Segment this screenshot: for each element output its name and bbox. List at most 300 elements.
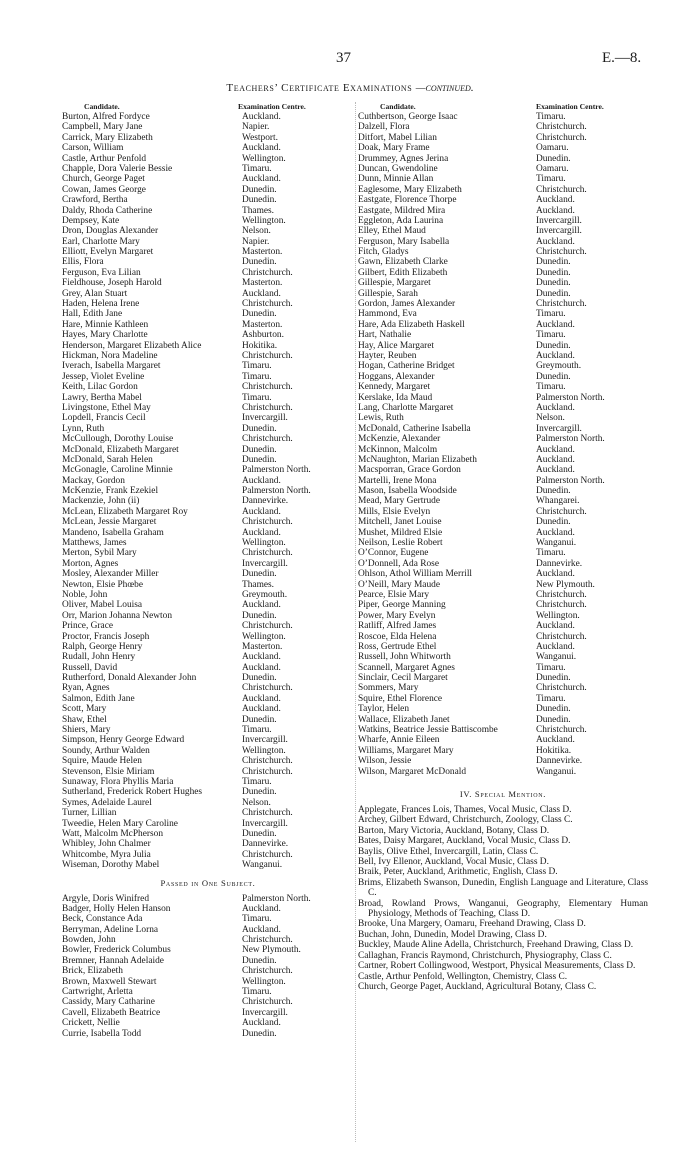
examination-centre: Timaru. <box>242 392 272 403</box>
candidate-list-left <box>62 112 354 871</box>
candidate-name: Eastgate, Florence Thorpe <box>358 195 457 206</box>
examination-centre: Dunedin. <box>242 257 277 268</box>
candidate-row <box>358 309 648 319</box>
candidate-name: Merton, Sybil Mary <box>62 548 137 559</box>
examination-centre: Dunedin. <box>536 257 571 268</box>
candidate-name: Mosley, Alexander Miller <box>62 569 159 580</box>
candidate-name: Newton, Elsie Phœbe <box>62 579 143 590</box>
column-divider <box>355 102 356 1142</box>
candidate-row <box>62 860 354 870</box>
candidate-row <box>62 112 354 122</box>
candidate-row <box>62 935 354 945</box>
candidate-row <box>358 164 648 174</box>
candidate-row <box>62 174 354 184</box>
special-mention-entry: Buchan, John, Dunedin, Model Drawing, Class D. <box>358 929 547 940</box>
title-main: Teachers’ Certificate Examinations <box>226 82 413 94</box>
candidate-row <box>358 528 648 538</box>
candidate-row <box>358 195 648 205</box>
candidate-row <box>62 725 354 735</box>
candidate-row <box>62 767 354 777</box>
candidate-row <box>358 289 648 299</box>
candidate-name: Drummey, Agnes Jerina <box>358 153 449 164</box>
candidate-name: McNaughton, Marian Elizabeth <box>358 454 477 465</box>
candidate-row <box>62 216 354 226</box>
candidate-row <box>358 767 648 777</box>
candidate-row <box>62 819 354 829</box>
examination-centre: Auckland. <box>242 600 281 611</box>
candidate-row <box>62 600 354 610</box>
page-title <box>0 82 700 94</box>
candidate-name: Lawry, Bertha Mabel <box>62 392 142 403</box>
examination-centre: Christchurch. <box>536 631 587 642</box>
examination-centre: Auckland. <box>242 527 281 538</box>
candidate-name: Eggleton, Ada Laurina <box>358 215 444 226</box>
candidate-row <box>62 987 354 997</box>
candidate-name: Stevenson, Elsie Miriam <box>62 766 155 777</box>
candidate-name: Mandeno, Isabella Graham <box>62 527 164 538</box>
candidate-row <box>62 966 354 976</box>
examination-centre: Dunedin. <box>242 1028 277 1039</box>
examination-centre: Timaru. <box>536 112 566 122</box>
candidate-row <box>62 746 354 756</box>
special-mention-entry: Bell, Ivy Ellenor, Auckland, Vocal Music, Class D. <box>358 857 549 868</box>
candidate-row <box>62 850 354 860</box>
candidate-name: Turner, Lillian <box>62 808 117 819</box>
examination-centre: Timaru. <box>242 987 272 998</box>
examination-centre: Timaru. <box>536 693 566 704</box>
examination-centre: Auckland. <box>536 319 575 330</box>
candidate-name: Carson, William <box>62 143 124 154</box>
examination-centre: Invercargill. <box>536 215 582 226</box>
candidate-row <box>358 341 648 351</box>
examination-centre: Auckland. <box>536 444 575 455</box>
examination-centre: Dunedin. <box>536 153 571 164</box>
candidate-row <box>62 538 354 548</box>
candidate-row <box>358 216 648 226</box>
candidate-name: Castle, Arthur Penfold <box>62 153 147 164</box>
examination-centre: Christchurch. <box>242 350 293 361</box>
candidate-name: Chapple, Dora Valerie Bessie <box>62 163 173 174</box>
passed-heading: Passed in One Subject. <box>160 877 256 888</box>
candidate-name: Martelli, Irene Mona <box>358 475 437 486</box>
candidate-row <box>358 206 648 216</box>
examination-centre: Thames. <box>242 205 275 216</box>
candidate-name: Eastgate, Mildred Mira <box>358 205 446 216</box>
examination-centre: Invercargill. <box>536 423 582 434</box>
examination-centre: Christchurch. <box>242 849 293 860</box>
candidate-row <box>62 894 354 904</box>
examination-centre: Auckland. <box>536 569 575 580</box>
candidate-row <box>62 590 354 600</box>
examination-centre: Palmerston North. <box>242 465 311 476</box>
candidate-row <box>62 611 354 621</box>
candidate-row <box>62 164 354 174</box>
examination-centre: Christchurch. <box>242 766 293 777</box>
examination-centre: Wanganui. <box>242 860 283 871</box>
candidate-name: Symes, Adelaide Laurel <box>62 797 152 808</box>
candidate-header: Candidate. <box>84 102 120 111</box>
candidate-name: McLean, Elizabeth Margaret Roy <box>62 506 188 517</box>
examination-centre: Christchurch. <box>536 683 587 694</box>
examination-centre: Dannevirke. <box>242 496 289 507</box>
candidate-name: Watt, Malcolm McPherson <box>62 828 164 839</box>
candidate-name: Iverach, Isabella Margaret <box>62 361 161 372</box>
candidate-row <box>358 257 648 267</box>
candidate-row <box>358 611 648 621</box>
special-mention-entry: Broad, Rowland Prows, Wanganui, Geography, Elementary Human Physiology, Methods of Teaching, Class D. <box>358 898 648 920</box>
candidate-name: Shiers, Mary <box>62 725 111 736</box>
candidate-row <box>358 320 648 330</box>
examination-centre: Thames. <box>242 579 275 590</box>
candidate-row <box>62 528 354 538</box>
candidate-name: Taylor, Helen <box>358 704 410 715</box>
candidate-row <box>62 424 354 434</box>
examination-centre: Dunedin. <box>536 371 571 382</box>
examination-centre: Dunedin. <box>242 423 277 434</box>
candidate-name: Power, Mary Evelyn <box>358 610 436 621</box>
right-column-header <box>358 102 648 112</box>
candidate-name: Elliott, Evelyn Margaret <box>62 247 154 258</box>
candidate-name: Roscoe, Elda Helena <box>358 631 437 642</box>
candidate-name: Whitcombe, Myra Julia <box>62 849 151 860</box>
candidate-row <box>62 642 354 652</box>
candidate-name: Soundy, Arthur Walden <box>62 745 150 756</box>
candidate-name: Beck, Constance Ada <box>62 914 143 925</box>
candidate-name: Ralph, George Henry <box>62 641 143 652</box>
examination-centre: New Plymouth. <box>242 945 301 956</box>
candidate-name: Hare, Minnie Kathleen <box>62 319 149 330</box>
candidate-name: Kerslake, Ida Maud <box>358 392 433 403</box>
candidate-row <box>358 548 648 558</box>
candidate-row <box>62 237 354 247</box>
examination-centre: Auckland. <box>242 704 281 715</box>
candidate-name: Church, George Paget <box>62 174 145 185</box>
examination-centre: Dunedin. <box>242 787 277 798</box>
candidate-row <box>62 621 354 631</box>
candidate-name: Wallace, Elizabeth Janet <box>358 714 450 725</box>
examination-centre: Christchurch. <box>536 589 587 600</box>
examination-centre: Auckland. <box>536 195 575 206</box>
candidate-row <box>358 725 648 735</box>
candidate-name: Russell, John Whitworth <box>358 652 451 663</box>
candidate-name: O’Connor, Eugene <box>358 548 429 559</box>
candidate-name: Russell, David <box>62 662 118 673</box>
candidate-row <box>62 945 354 955</box>
candidate-row <box>62 309 354 319</box>
candidate-name: Squire, Ethel Florence <box>358 693 443 704</box>
examination-centre: Oamaru. <box>536 143 569 154</box>
candidate-row <box>62 925 354 935</box>
examination-centre: Christchurch. <box>536 247 587 258</box>
examination-centre: Dunedin. <box>536 714 571 725</box>
examination-centre: Wellington. <box>242 745 286 756</box>
candidate-name: Bremner, Hannah Adelaide <box>62 955 164 966</box>
candidate-row <box>62 247 354 257</box>
special-mention-entry: Cartner, Robert Collingwood, Westport, Physical Measurements, Class D. <box>358 961 636 972</box>
candidate-row <box>62 632 354 642</box>
candidate-name: Noble, John <box>62 589 108 600</box>
candidate-row <box>62 445 354 455</box>
right-column <box>358 102 648 992</box>
candidate-row <box>358 372 648 382</box>
candidate-row <box>62 1029 354 1039</box>
examination-centre: Timaru. <box>242 914 272 925</box>
examination-centre: Dunedin. <box>536 704 571 715</box>
examination-centre: Auckland. <box>242 924 281 935</box>
examination-centre: Christchurch. <box>242 997 293 1008</box>
examination-centre: Dunedin. <box>536 288 571 299</box>
candidate-row <box>62 1018 354 1028</box>
candidate-row <box>62 735 354 745</box>
candidate-name: Hay, Alice Margaret <box>358 340 435 351</box>
candidate-row <box>62 777 354 787</box>
examination-centre: Wanganui. <box>536 538 577 549</box>
examination-centre: Palmerston North. <box>536 475 605 486</box>
candidate-name: Sunaway, Flora Phyllis Maria <box>62 777 174 787</box>
candidate-row <box>62 278 354 288</box>
candidate-row <box>358 517 648 527</box>
candidate-row <box>62 683 354 693</box>
candidate-name: Williams, Margaret Mary <box>358 745 454 756</box>
candidate-name: Matthews, James <box>62 538 127 549</box>
special-mention-entry: Bates, Daisy Margaret, Auckland, Vocal Music, Class D. <box>358 836 571 847</box>
examination-centre: Auckland. <box>242 652 281 663</box>
examination-centre: Dunedin. <box>242 195 277 206</box>
examination-centre: Timaru. <box>536 174 566 185</box>
title-continued: —continued. <box>415 82 474 94</box>
examination-centre: Christchurch. <box>536 122 587 133</box>
examination-centre: Christchurch. <box>242 756 293 767</box>
special-mention-entry: Barton, Mary Victoria, Auckland, Botany, Class D. <box>358 825 550 836</box>
examination-centre: Invercargill. <box>242 818 288 829</box>
candidate-name: Mitchell, Janet Louise <box>358 517 442 528</box>
candidate-name: Cassidy, Mary Catharine <box>62 997 155 1008</box>
candidate-row <box>62 268 354 278</box>
examination-centre: Dunedin. <box>242 454 277 465</box>
examination-centre: Dunedin. <box>242 610 277 621</box>
special-mention-entry: Brims, Elizabeth Swanson, Dunedin, English Language and Literature, Class C. <box>358 877 648 899</box>
candidate-row <box>62 289 354 299</box>
candidate-name: Eaglesome, Mary Elizabeth <box>358 184 462 195</box>
candidate-row <box>62 185 354 195</box>
examination-centre: Invercargill. <box>242 413 288 424</box>
special-mention-entry: Archey, Gilbert Edward, Christchurch, Zoology, Class C. <box>358 815 573 826</box>
candidate-name: Salmon, Edith Jane <box>62 693 135 704</box>
candidate-row <box>358 632 648 642</box>
examination-centre: Timaru. <box>536 309 566 320</box>
candidate-row <box>62 465 354 475</box>
examination-centre: Dunedin. <box>242 714 277 725</box>
examination-centre: Greymouth. <box>536 361 582 372</box>
candidate-row <box>62 559 354 569</box>
examination-centre: Whangarei. <box>536 496 580 507</box>
examination-centre: Timaru. <box>536 382 566 393</box>
candidate-row <box>62 403 354 413</box>
candidate-row <box>358 559 648 569</box>
examination-centre: Timaru. <box>536 330 566 341</box>
candidate-row <box>358 486 648 496</box>
candidate-name: Hare, Ada Elizabeth Haskell <box>358 319 465 330</box>
candidate-row <box>62 476 354 486</box>
candidate-row <box>358 694 648 704</box>
candidate-name: McLean, Jessie Margaret <box>62 517 157 528</box>
candidate-row <box>62 372 354 382</box>
candidate-row <box>62 694 354 704</box>
candidate-name: Campbell, Mary Jane <box>62 122 143 133</box>
candidate-row <box>62 122 354 132</box>
examination-centre: Wanganui. <box>536 766 577 777</box>
examination-centre: Westport. <box>242 132 278 143</box>
examination-centre: Dunedin. <box>242 184 277 195</box>
candidate-row <box>358 673 648 683</box>
examination-centre: Masterton. <box>242 278 283 289</box>
examination-centre: Auckland. <box>536 236 575 247</box>
candidate-name: Cavell, Elizabeth Beatrice <box>62 1007 161 1018</box>
candidate-row <box>358 642 648 652</box>
candidate-row <box>358 413 648 423</box>
candidate-name: Hickman, Nora Madeline <box>62 350 158 361</box>
candidate-name: Hayes, Mary Charlotte <box>62 330 148 341</box>
candidate-name: Piper, George Manning <box>358 600 446 611</box>
candidate-name: Whibley, John Chalmer <box>62 839 151 850</box>
candidate-name: Ohlson, Athol William Merrill <box>358 569 473 580</box>
candidate-row <box>358 268 648 278</box>
examination-centre: Masterton. <box>242 319 283 330</box>
candidate-row <box>62 361 354 371</box>
examination-centre: Hokitika. <box>242 340 278 351</box>
examination-centre: Auckland. <box>242 112 281 122</box>
candidate-row <box>358 393 648 403</box>
examination-centre: Auckland. <box>242 1018 281 1029</box>
examination-centre: Palmerston North. <box>536 434 605 445</box>
candidate-row <box>358 704 648 714</box>
examination-centre: Oamaru. <box>536 163 569 174</box>
candidate-name: Scannell, Margaret Agnes <box>358 662 455 673</box>
examination-centre: Hokitika. <box>536 745 572 756</box>
candidate-row <box>62 486 354 496</box>
examination-centre: Invercargill. <box>242 735 288 746</box>
examination-centre: Dunedin. <box>242 309 277 320</box>
examination-centre: Christchurch. <box>536 132 587 143</box>
candidate-name: Jessep, Violet Eveline <box>62 371 145 382</box>
candidate-name: Gillespie, Sarah <box>358 288 418 299</box>
candidate-name: Ditfort, Mabel Lilian <box>358 132 437 143</box>
candidate-row <box>62 977 354 987</box>
examination-centre: Dunedin. <box>536 267 571 278</box>
candidate-name: Ferguson, Mary Isabella <box>358 236 450 247</box>
candidate-row <box>62 320 354 330</box>
examination-centre: Dunedin. <box>242 569 277 580</box>
examination-centre: Nelson. <box>242 226 271 237</box>
candidate-name: Bowden, John <box>62 935 116 946</box>
examination-centre: Dunedin. <box>536 517 571 528</box>
candidate-name: Ellis, Flora <box>62 257 104 268</box>
candidate-row <box>62 507 354 517</box>
candidate-name: O’Donnell, Ada Rose <box>358 558 439 569</box>
candidate-row <box>358 382 648 392</box>
special-mention-list <box>358 805 648 992</box>
candidate-row <box>62 206 354 216</box>
candidate-row <box>62 133 354 143</box>
candidate-name: Cowan, James George <box>62 184 146 195</box>
candidate-name: Dron, Douglas Alexander <box>62 226 159 237</box>
candidate-row <box>62 904 354 914</box>
candidate-row <box>358 600 648 610</box>
candidate-name: Bowler, Frederick Columbus <box>62 945 171 956</box>
candidate-header: Candidate. <box>380 102 416 111</box>
candidate-name: Lewis, Ruth <box>358 413 404 424</box>
candidate-row <box>62 663 354 673</box>
candidate-row <box>358 496 648 506</box>
special-mention-entry: Braik, Peter, Auckland, Arithmetic, English, Class D. <box>358 867 558 878</box>
examination-centre: Christchurch. <box>536 725 587 736</box>
candidate-row <box>358 143 648 153</box>
examination-centre: Dunedin. <box>242 673 277 684</box>
candidate-row <box>62 829 354 839</box>
examination-centre: Timaru. <box>242 163 272 174</box>
candidate-name: Neilson, Leslie Robert <box>358 538 443 549</box>
examination-centre: Palmerston North. <box>242 486 311 497</box>
candidate-row <box>62 673 354 683</box>
examination-centre: Nelson. <box>536 413 565 424</box>
examination-centre: Napier. <box>242 236 270 247</box>
examination-centre: Masterton. <box>242 641 283 652</box>
examination-centre: Wellington. <box>242 538 286 549</box>
candidate-row <box>358 185 648 195</box>
candidate-name: Earl, Charlotte Mary <box>62 236 140 247</box>
examination-centre: Dannevirke. <box>536 756 583 767</box>
candidate-name: Sommers, Mary <box>358 683 419 694</box>
candidate-row <box>358 434 648 444</box>
examination-centre: Auckland. <box>242 475 281 486</box>
special-mention-entry: Buckley, Maude Aline Adella, Christchurch, Freehand Drawing, Class D. <box>358 940 634 951</box>
examination-centre: Dunedin. <box>536 340 571 351</box>
special-mention-entry: Applegate, Frances Lois, Thames, Vocal Music, Class D. <box>358 805 572 815</box>
candidate-row <box>358 715 648 725</box>
examination-centre: Invercargill. <box>242 558 288 569</box>
candidate-name: Shaw, Ethel <box>62 714 107 725</box>
centre-header: Examination Centre. <box>238 102 306 111</box>
candidate-name: Sutherland, Frederick Robert Hughes <box>62 787 203 798</box>
candidate-row <box>62 548 354 558</box>
candidate-row <box>62 226 354 236</box>
candidate-row <box>358 569 648 579</box>
candidate-name: Brick, Elizabeth <box>62 966 123 977</box>
candidate-name: Gawn, Elizabeth Clarke <box>358 257 448 268</box>
candidate-name: Cuthbertson, George Isaac <box>358 112 458 122</box>
candidate-name: Mead, Mary Gertrude <box>358 496 440 507</box>
examination-centre: Auckland. <box>242 506 281 517</box>
candidate-row <box>358 330 648 340</box>
examination-centre: Christchurch. <box>242 808 293 819</box>
examination-centre: Auckland. <box>536 454 575 465</box>
candidate-row <box>358 154 648 164</box>
candidate-row <box>358 756 648 766</box>
examination-centre: Christchurch. <box>536 299 587 310</box>
candidate-row <box>62 715 354 725</box>
candidate-name: Hammond, Eva <box>358 309 417 320</box>
candidate-name: Mackay, Gordon <box>62 475 125 486</box>
examination-centre: Christchurch. <box>242 402 293 413</box>
examination-centre: Timaru. <box>536 662 566 673</box>
examination-centre: Auckland. <box>536 402 575 413</box>
candidate-row <box>358 133 648 143</box>
examination-centre: Wellington. <box>242 215 286 226</box>
candidate-name: McKenzie, Frank Ezekiel <box>62 486 159 497</box>
candidate-name: Argyle, Doris Winifred <box>62 893 150 904</box>
candidate-row <box>62 382 354 392</box>
candidate-name: Watkins, Beatrice Jessie Battiscombe <box>358 725 498 736</box>
